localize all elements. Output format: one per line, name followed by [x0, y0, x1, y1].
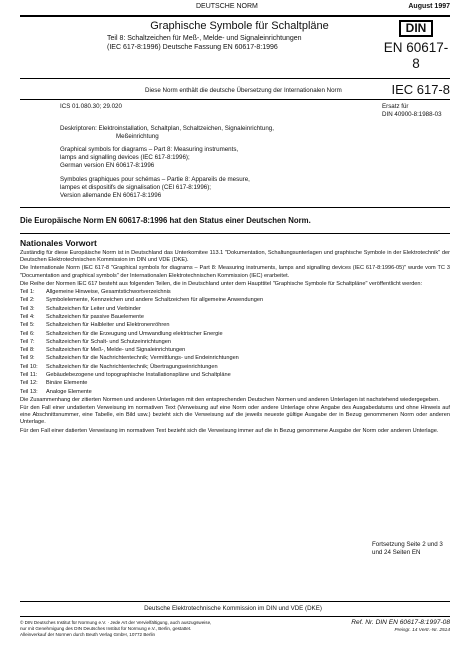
list-item: Teil 10: Schaltzeichen für die Nachrichtentechnik; Übertragungseinrichtungen [20, 363, 218, 370]
list-item: Teil 12: Binäre Elemente [20, 380, 88, 387]
din-logo: DIN [399, 20, 433, 37]
continuation-note: Fortsetzung Seite 2 und 3 und 24 Seiten EN [372, 541, 443, 556]
vorwort-heading: Nationales Vorwort [20, 238, 97, 248]
ics-code: ICS 01.080.30; 29.020 [60, 103, 122, 110]
french-title: Symboles graphiques pour schémas – Partie 8: Appareils de mesure, lampes et dispositifs de signalisation (CEI 617-8:1996); Version allemande EN 60617-8:1996 [60, 176, 250, 199]
price-group: Preisgr. 14 Vertr.-Nr. 2514 [394, 628, 450, 633]
list-item: Teil 1: Allgemeine Hinweise, Gesamtstichwortverzeichnis [20, 289, 171, 296]
copyright-block: © DIN Deutsches Institut für Normung e.V. · Jede Art der Vervielfältigung, auch auszugsweise, nur mit Genehmigung des DIN Deutsches Institut für Normung e.V., Berlin, gestattet. Alleinverkauf der Normen durch Beuth Verlag GmbH, 10772 Berlin [20, 620, 212, 637]
english-title: Graphical symbols for diagrams – Part 8: Measuring instruments, lamps and signalling devices (IEC 617-8:1996); German version EN 60617-8:1996 [60, 146, 239, 169]
list-item: Teil 11: Gebäudebezogene und topographische Installationspläne und Schaltpläne [20, 371, 231, 378]
vorwort-paragraph: Für den Fall einer datierten Verweisung im normativen Text bezieht sich die Verweisung immer auf die in Bezug genommene Ausgabe der Norm oder anderen Unterlage. [20, 427, 439, 434]
publication-date: August 1997 [408, 3, 450, 10]
vorwort-body [20, 250, 450, 436]
rule-4 [20, 233, 450, 234]
ersatz-value: DIN 40900-8:1988-03 [382, 111, 442, 118]
ersatz-label: Ersatz für [382, 103, 409, 110]
deskriptoren-cont: Meßeinrichtung [116, 133, 159, 140]
title-subline-2: (IEC 617-8:1996) Deutsche Fassung EN 60617-8:1996 [107, 44, 278, 51]
list-item: Teil 2: Symbolelemente, Kennzeichen und andere Schaltzeichen für allgemeine Anwendungen [20, 297, 264, 304]
list-item: Teil 9: Schaltzeichen für die Nachrichtentechnik; Vermittlungs- und Endeinrichtungen [20, 355, 239, 362]
list-item: Teil 13: Analoge Elemente [20, 388, 92, 395]
vorwort-paragraph: Die Reihe der Normen IEC 617 besteht aus folgenden Teilen, die in Deutschland unter dem Haupttitel "Graphische Symbole für Schaltpläne" veröffentlicht werden: [20, 280, 423, 287]
din-box [381, 20, 451, 71]
vorwort-paragraph: Die Zusammenhang der zitierten Normen und anderen Unterlagen mit den entsprechenden Deutschen Normen und anderen Unterlagen ist nachstehend wiedergegeben. [20, 396, 440, 403]
iec-number: IEC 617-8 [391, 82, 450, 97]
list-item: Teil 7: Schaltzeichen für Schalt- und Schutzeinrichtungen [20, 338, 172, 345]
reference-number: Ref. Nr. DIN EN 60617-8:1997-08 [351, 619, 450, 626]
vorwort-paragraph: Für den Fall einer undatierten Verweisung im normativen Text (Verweisung auf eine Norm oder andere Unterlage ohne Angabe des Ausgabedatums und ohne Hinweis auf eine Abschnittsnummer, eine Tabelle, ein Bild usw.) bezieht sich die Verweisung auf die jeweils neueste gültige Ausgabe der in Bezug genommenen Norm oder anderen Unterlage. [20, 405, 450, 426]
list-item: Teil 4: Schaltzeichen für passive Bauelemente [20, 313, 144, 320]
parts-list [20, 289, 450, 397]
norm-label: DEUTSCHE NORM [196, 3, 258, 10]
vorwort-paragraph: Die Internationale Norm (IEC 617-8 "Graphical symbols for diagrams – Part 8: Measuring instruments, lamps and signalling devices (IEC 617-8:1996-05)" wurde vom TC 3 "Documentation and graphical symbols" der Internationalen Elektrotechnischen Kommission (IEC) erarbeitet. [20, 265, 450, 279]
header-rule [20, 15, 450, 17]
list-item: Teil 5: Schaltzeichen für Halbleiter und Elektronenröhren [20, 322, 170, 329]
rule-2 [20, 99, 450, 100]
rule-1 [20, 78, 450, 79]
din-number: EN 60617-8 [383, 40, 449, 71]
deskriptoren: Deskriptoren: Elektroinstallation, Schaltplan, Schaltzeichen, Signaleinrichtung, [60, 125, 274, 132]
rule-5 [20, 601, 450, 602]
publisher-line: Deutsche Elektrotechnische Kommission im DIN und VDE (DKE) [144, 605, 322, 612]
rule-3 [20, 207, 450, 208]
vorwort-paragraph: Zuständig für diese Europäische Norm ist in Deutschland das Unterkomitee 113.1 "Dokumentation, Schaltungsunterlagen und graphische Symbole in der Elektrotechnik" der Deutschen Elektrotechnischen Kommission im DIN und VDE (DKE). [20, 250, 450, 264]
title-subline-1: Teil 8: Schaltzeichen für Meß-, Melde- und Signaleinrichtungen [107, 35, 302, 42]
document-title: Graphische Symbole für Schaltpläne [150, 20, 329, 32]
list-item: Teil 3: Schaltzeichen für Leiter und Verbinder [20, 305, 141, 312]
list-item: Teil 8: Schaltzeichen für Meß-, Melde- und Signaleinrichtungen [20, 347, 186, 354]
equivalence-text: Diese Norm enthält die deutsche Übersetzung der Internationalen Norm [145, 87, 342, 94]
rule-6 [20, 616, 450, 617]
status-statement: Die Europäische Norm EN 60617-8:1996 hat den Status einer Deutschen Norm. [20, 216, 311, 225]
list-item: Teil 6: Schaltzeichen für die Erzeugung und Umwandlung elektrischer Energie [20, 330, 223, 337]
